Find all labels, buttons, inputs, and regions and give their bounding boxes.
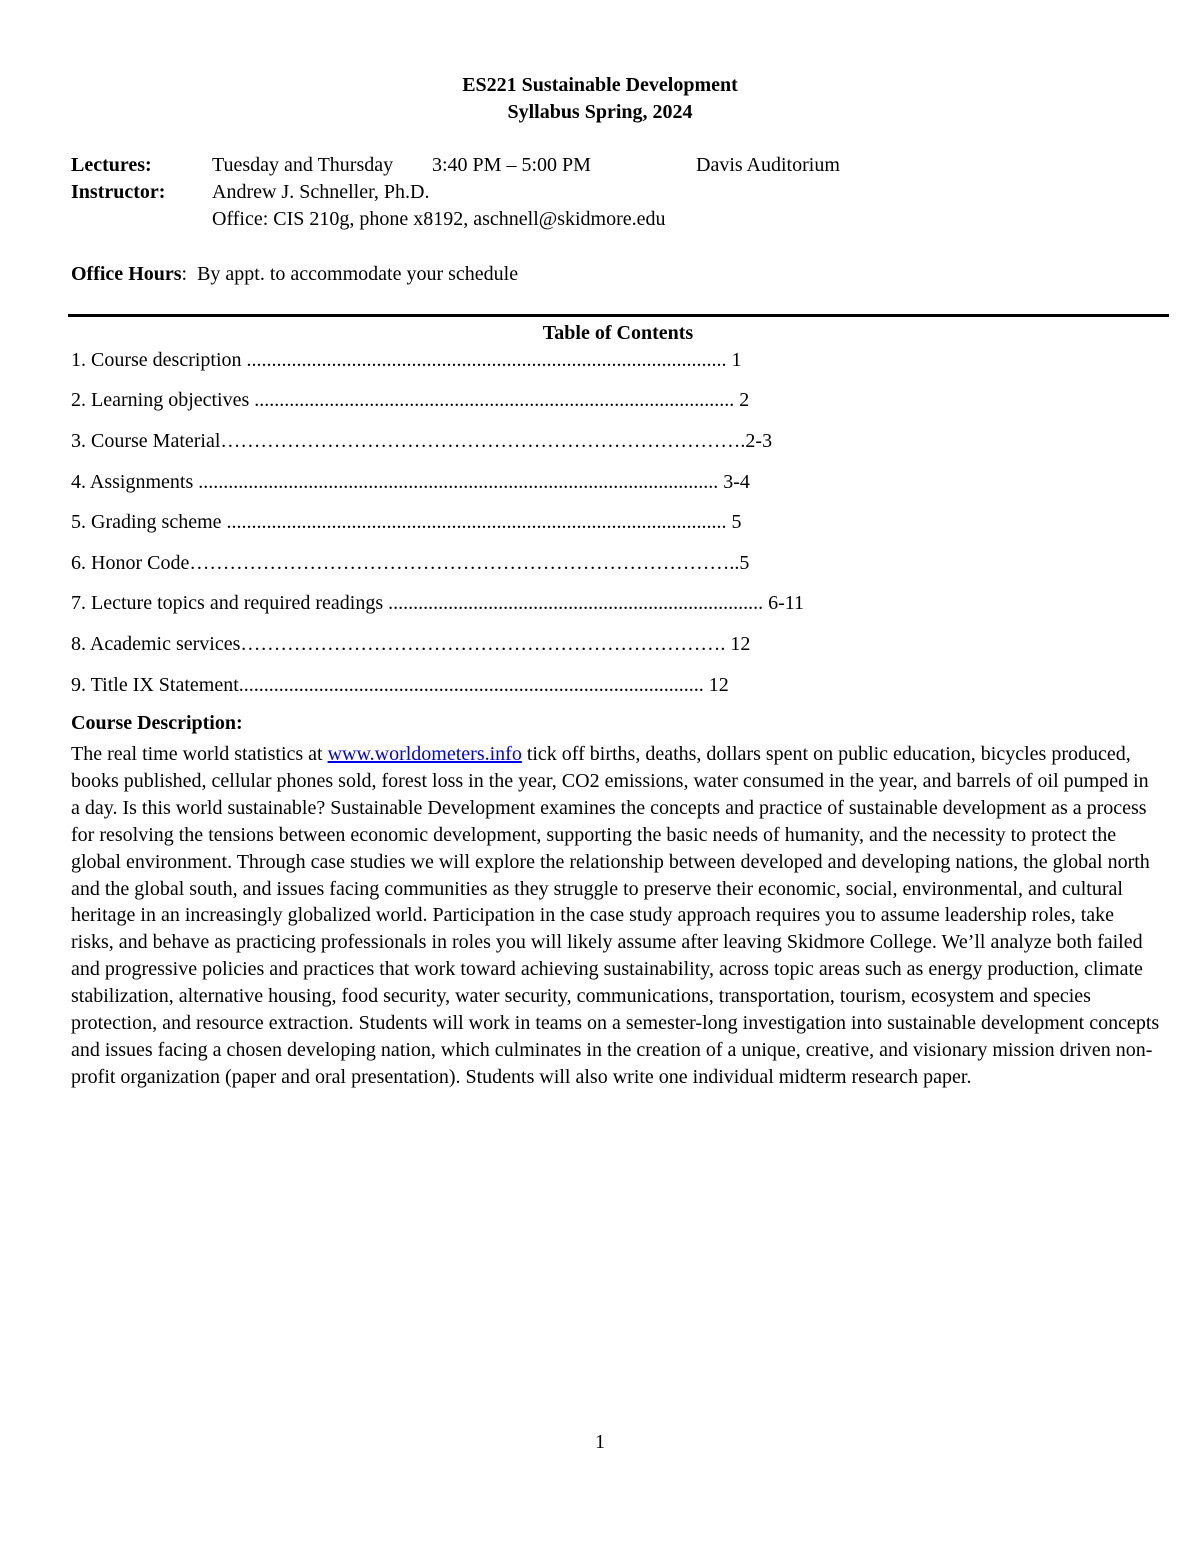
course-description-heading: Course Description: [71,712,243,734]
toc-item-page: 3-4 [718,471,750,493]
toc-item-label: 4. Assignments [71,471,199,493]
toc-item-leader: .................................................................................................... [226,511,727,533]
instructor-name: Andrew J. Schneller, Ph.D. [212,181,430,203]
toc-item-label: 5. Grading scheme [71,511,227,533]
lectures-days: Tuesday and Thursday [212,154,394,176]
toc-item [71,349,742,372]
toc-item-page: 6-11 [763,592,805,614]
course-description-body [71,741,1161,1091]
toc-item-label: 2. Learning objectives [71,389,255,411]
toc-item-label: 9. Title IX Statement [71,674,239,696]
toc-item-page: 2 [734,389,750,411]
toc-item [71,430,772,453]
toc-title: Table of Contents [542,322,694,344]
course-description-text: tick off births, deaths, dollars spent on public education, bicycles produced, books published, cellular phones sold, forest loss in the year, CO2 emissions, water consumed in the year, and barrels of oil pumped in a day. Is this world sustainable? Sustainable Development examines the concepts and practice of sustainable development as a process for resolving the tensions between economic development, supporting the basic needs of humanity, and the necessity to protect the global environment. Through case studies we will explore the relationship between developed and developing nations, the global north and the global south, and issues facing communities as they struggle to preserve their economic, social, environmental, and cultural heritage in an increasingly globalized world. Participation in the case study approach requires you to assume leadership roles, take risks, and behave as practicing professionals in roles you will likely assume after leaving Skidmore College. We’ll analyze both failed and progressive policies and practices that work toward achieving sustainability, across topic areas such as energy production, climate stabilization, alternative housing, food security, water security, communications, transportation, tourism, ecosystem and species protection, and resource extraction. Students will work in teams on a semester-long investigation into sustainable development concepts and issues facing a chosen developing nation, which culminates in the creation of a unique, creative, and visionary mission driven non-profit organization (paper and oral presentation). Students will also write one individual midterm research paper. [71,743,1160,1088]
toc-item-page: 12 [725,633,751,655]
office-hours-value: : By appt. to accommodate your schedule [181,263,519,285]
lectures-time: 3:40 PM – 5:00 PM [432,154,591,176]
toc-item-leader: ............................................................................................. [238,674,704,696]
course-description-intro: The real time world statistics at [71,743,328,765]
toc-item-label: 6. Honor Code [71,552,190,574]
toc-item-page: 12 [703,674,729,696]
toc-item-label: 1. Course description [71,349,247,371]
toc-item-leader: ……………………………………………………………………….. [189,552,740,574]
lectures-location: Davis Auditorium [696,154,840,176]
office-hours-label: Office Hours [71,263,182,285]
syllabus-subtitle: Syllabus Spring, 2024 [507,101,693,123]
toc-item [71,592,804,615]
toc-item-leader: ................................................................................................ [246,349,727,371]
toc-item [71,389,749,412]
toc-item-leader: ........................................................................... [388,592,764,614]
office-hours [71,263,518,286]
toc-item [71,633,750,656]
toc-item-page: 1 [726,349,742,371]
toc-item-leader: ……………………………………………………………………. [220,430,746,452]
toc-item-leader: ........................................................................................................ [198,471,719,493]
toc-item-page: 5 [739,552,750,574]
lectures-label: Lectures: [71,154,152,176]
instructor-label: Instructor: [71,181,166,203]
toc-item-leader: ………………………………………………………………. [240,633,726,655]
toc-item [71,552,749,575]
toc-item-label: 7. Lecture topics and required readings [71,592,389,614]
toc-item-label: 8. Academic services [71,633,241,655]
toc-item-label: 3. Course Material [71,430,221,452]
toc-item [71,511,742,534]
toc-item-leader: ................................................................................................ [254,389,735,411]
horizontal-rule [68,314,1169,317]
toc-item-page: 2-3 [745,430,773,452]
toc-item [71,674,729,697]
course-title: ES221 Sustainable Development [462,74,738,96]
page-number: 1 [595,1431,605,1453]
worldometers-link[interactable]: www.worldometers.info [327,743,522,765]
office-info: Office: CIS 210g, phone x8192, aschnell@skidmore.edu [212,208,666,230]
toc-item-page: 5 [726,511,742,533]
toc-item [71,471,750,494]
